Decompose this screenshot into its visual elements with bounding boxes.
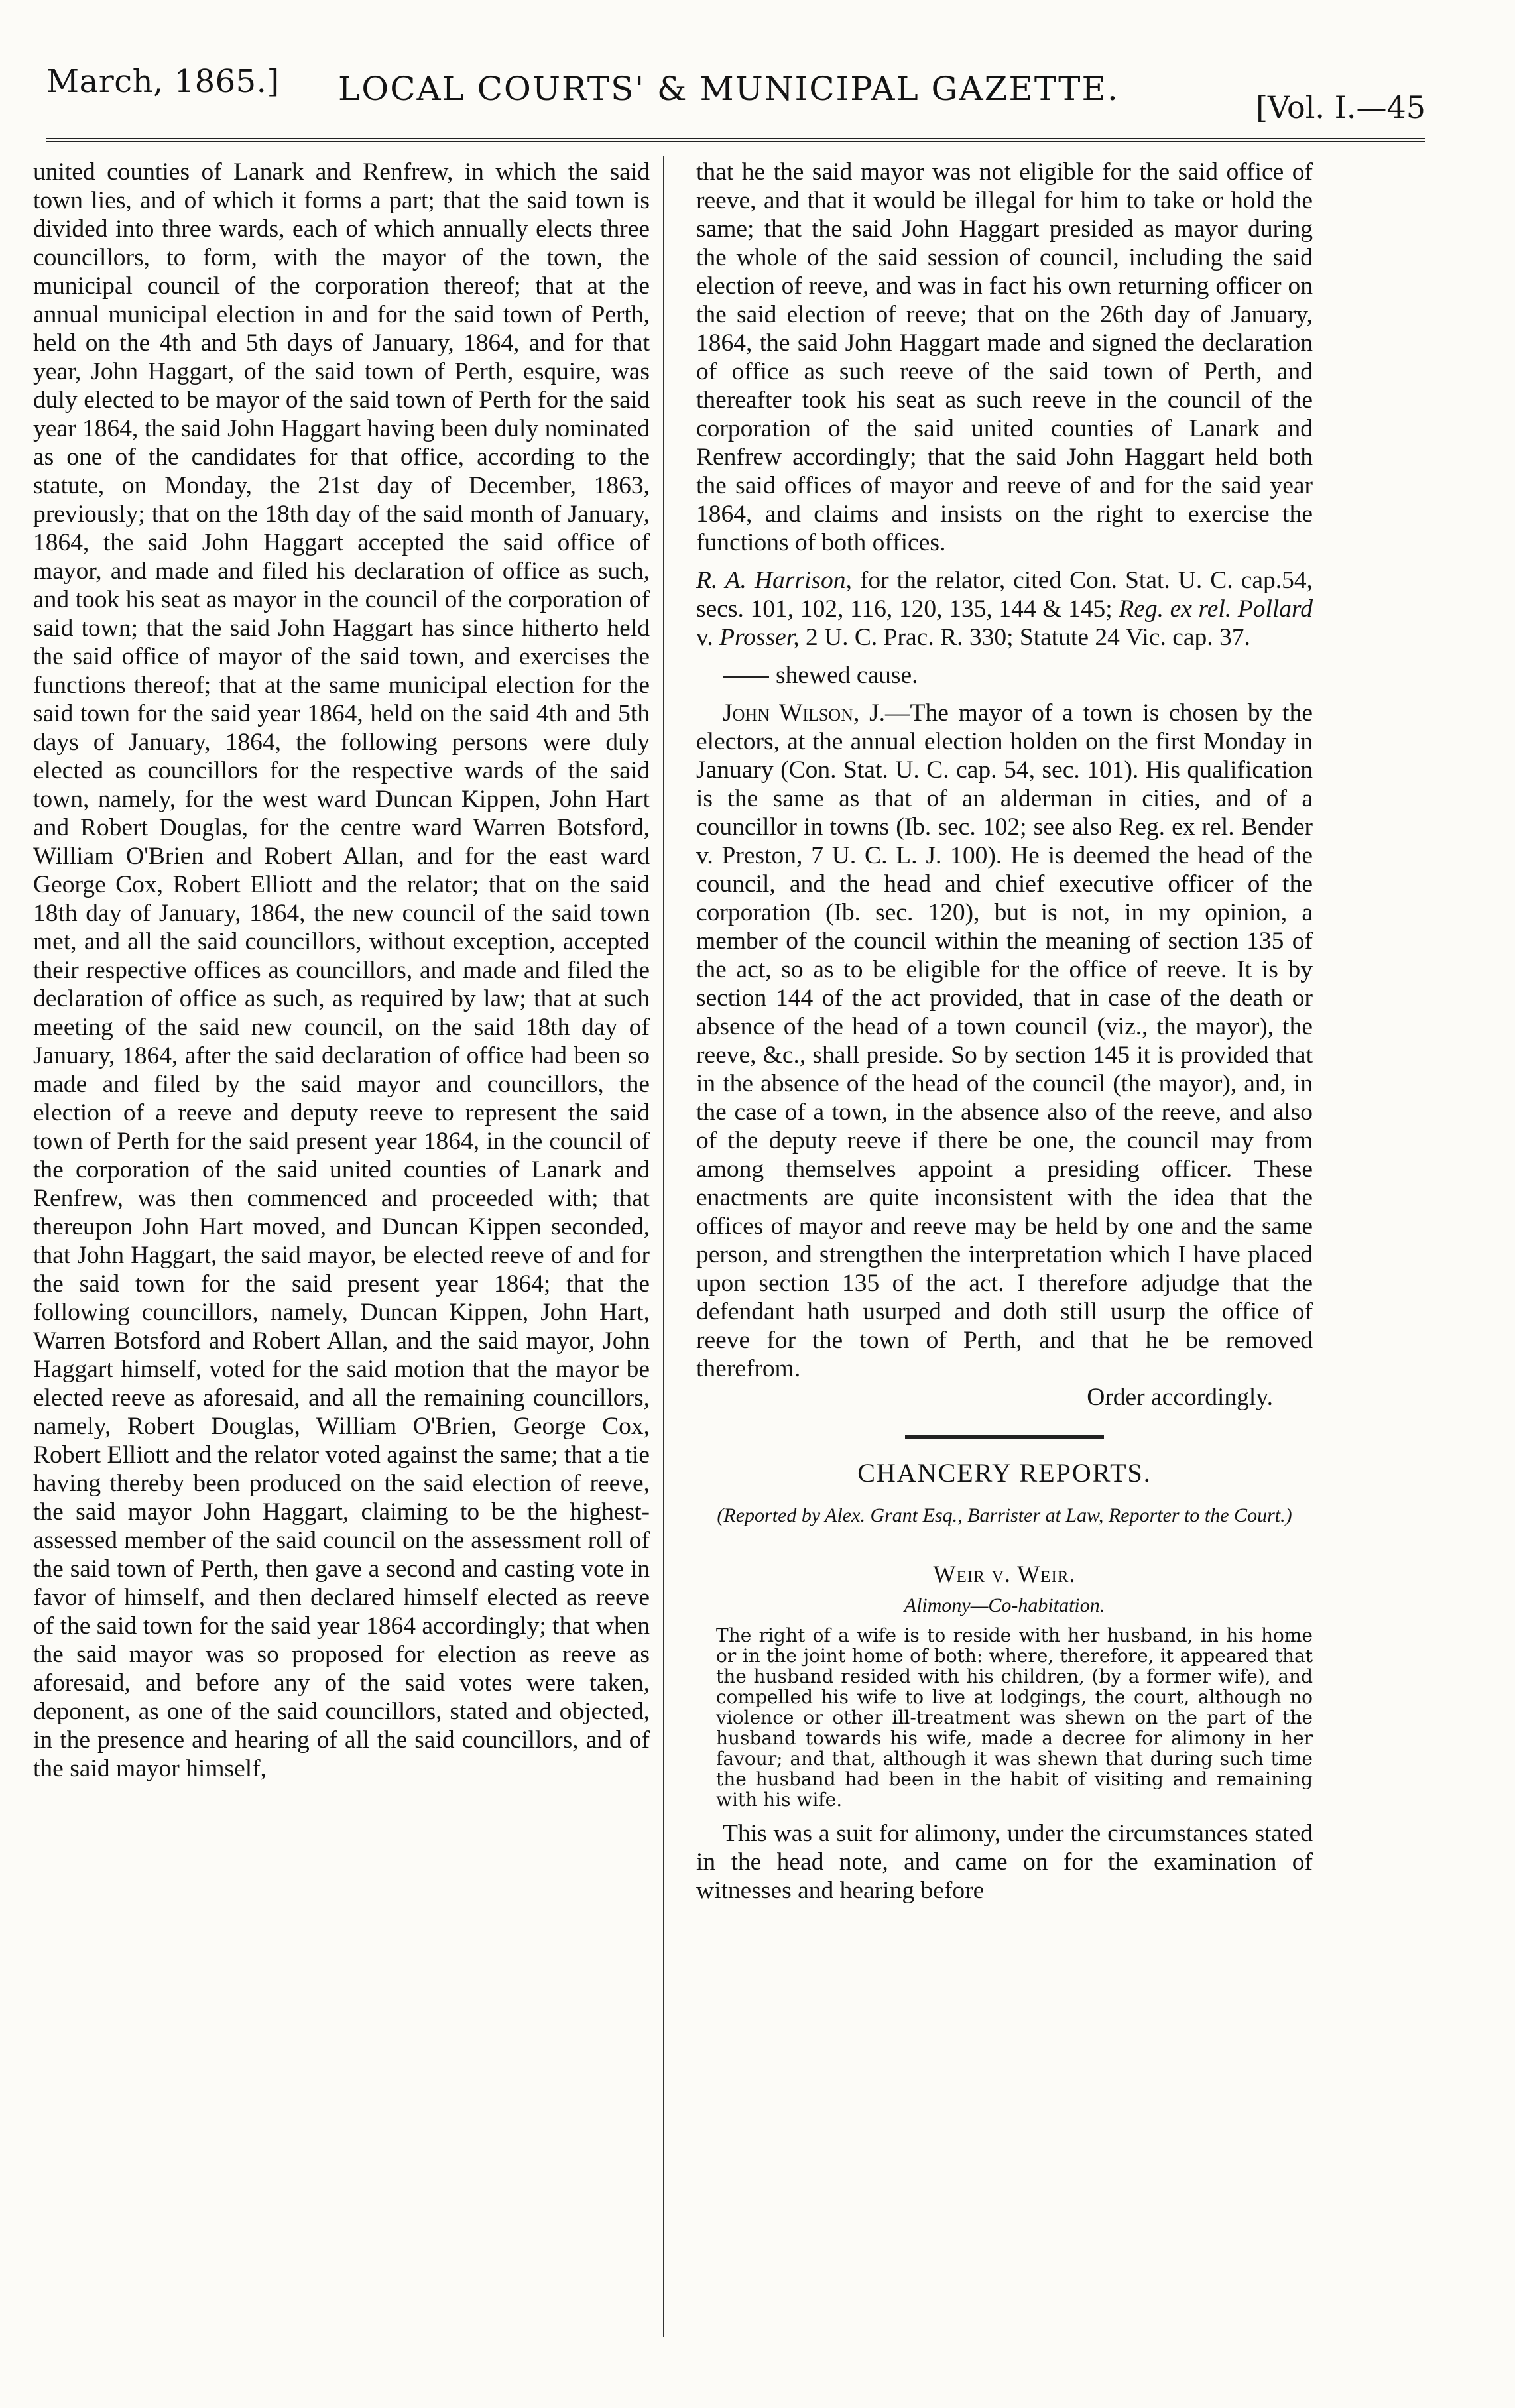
case-name-1: Reg. ex rel. Pollard: [1119, 595, 1313, 623]
column-divider: [663, 156, 664, 2337]
judgment-paragraph: [696, 699, 1313, 1383]
left-column: [33, 158, 650, 2346]
header-volume: [Vol. I.—45: [1256, 90, 1425, 125]
continued-paragraph: that he the said mayor was not eligible for the said office of reeve, and that it would be illegal for him to take or hold the same; that the said John Haggart presided as mayor during the whole of the said session of council, including the said election of reeve, and was in fact his own returning officer on the said election of reeve; that on the 26th day of January, 1864, the said John Haggart made and signed the declaration of office as such reeve of the said town of Perth, and thereafter took his seat as such reeve in the council of the corporation of the said united counties of Lanark and Renfrew accordingly; that the said John Haggart held both the said offices of mayor and reeve of and for the said year 1864, and claims and insists on the right to exercise the functions of both offices.: [696, 158, 1313, 556]
section-rule: [905, 1435, 1104, 1439]
reporter-line: (Reported by Alex. Grant Esq., Barrister at Law, Reporter to the Court.): [717, 1504, 1292, 1526]
case-name-2: Prosser,: [719, 624, 800, 651]
case-title: Weir v. Weir.: [933, 1561, 1076, 1587]
right-column: [696, 158, 1313, 2346]
page-header: [46, 63, 1425, 136]
counsel-name: R. A. Harrison,: [696, 567, 852, 594]
shewed-cause-line: [696, 661, 1313, 690]
case-subtitle: Alimony—Co-habitation.: [904, 1595, 1105, 1616]
headnote: The right of a wife is to reside with her husband, in his home or in the joint home of both: where, therefore, it appeared that the husband resided with his children, (by a former wife), and compelled his wife to live at lodgings, the court, although no violence or other ill-treatment was shewn on the part of the husband towards his wife, made a decree for alimony in her favour; and that, although it was shewn that during such time the husband had been in the habit of visiting and remaining with his wife.: [716, 1624, 1313, 1811]
header-title: LOCAL COURTS' & MUNICIPAL GAZETTE.: [338, 70, 1119, 108]
dash-rule: [723, 676, 769, 678]
header-rule: [46, 138, 1425, 142]
citation-text-3: 2 U. C. Prac. R. 330; Statute 24 Vic. cap. 37.: [799, 624, 1250, 651]
shewed-cause-text: shewed cause.: [776, 662, 918, 689]
citation-text-1: for the relator, cited Con. Stat. U. C. cap.54, secs. 101, 102, 116, 120, 135, 144 & 145;: [696, 567, 1313, 623]
reports-title: CHANCERY REPORTS.: [857, 1458, 1152, 1488]
judge-name: John Wilson, J.: [723, 699, 886, 727]
left-column-text: united counties of Lanark and Renfrew, in which the said town lies, and of which it forms a part; that the said town is divided into three wards, each of which annually elects three councillors, to form, with the mayor of the town, the municipal council of the corporation thereof; that at the annual municipal election in and for the said town of Perth, held on the 4th and 5th days of January, 1864, and for that year, John Haggart, of the said town of Perth, esquire, was duly elected to be mayor of the said town of Perth for the said year 1864, the said John Haggart having been duly nominated as one of the candidates for that office, according to the statute, on Monday, the 21st day of December, 1863, previously; that on the 18th day of the said month of January, 1864, the said John Haggart accepted the said office of mayor, and made and filed his declaration of office as such, and took his seat as mayor in the council of the corporation of said town; that the said John Haggart has since hitherto held the said office of mayor of the said town, and exercises the functions thereof; that at the same municipal election for the said town for the said year 1864, held on the said 4th and 5th days of January, 1864, the following persons were duly elected as councillors for the respective wards of the said town, namely, for the west ward Duncan Kippen, John Hart and Robert Douglas, for the centre ward Warren Botsford, William O'Brien and Robert Allan, and for the east ward George Cox, Robert Elliott and the relator; that on the said 18th day of January, 1864, the new council of the said town met, and all the said councillors, without exception, accepted their respective offices as councillors, and made and filed the declaration of office as such, as required by law; that at such meeting of the said new council, on the said 18th day of January, 1864, after the said declaration of office had been so made and filed by the said mayor and councillors, the election of a reeve and deputy reeve to represent the said town of Perth for the said present year 1864, in the council of the corporation of the said united counties of Lanark and Renfrew, was then commenced and proceeded with; that thereupon John Hart moved, and Duncan Kippen seconded, that John Haggart, the said mayor, be elected reeve of and for the said town for the said present year 1864; that the following councillors, namely, Duncan Kippen, John Hart, Warren Botsford and Robert Allan, and the said mayor, John Haggart himself, voted for the said motion that the mayor be elected reeve as aforesaid, and all the remaining councillors, namely, Robert Douglas, William O'Brien, George Cox, Robert Elliott and the relator voted against the same; that a tie having thereby been produced on the said election of reeve, the said mayor John Haggart, claiming to be the highest-assessed member of the said council on the assessment roll of the said town of Perth, then gave a second and casting vote in favor of himself, and then declared himself elected as reeve of the said town for the said year 1864 accordingly; that when the said mayor was so proposed for election as reeve as aforesaid, and before any of the said votes were taken, deponent, as one of the said councillors, stated and objected, in the presence and hearing of all the said councillors, and of the said mayor himself,: [33, 158, 650, 1782]
citation-paragraph: [696, 566, 1313, 652]
final-paragraph: This was a suit for alimony, under the circumstances stated in the head note, and came on for the examination of witnesses and hearing before: [696, 1820, 1313, 1904]
order-line: Order accordingly.: [1087, 1384, 1273, 1411]
citation-text-2: v.: [696, 624, 720, 651]
header-date: March, 1865.]: [46, 63, 280, 100]
judgment-text: —The mayor of a town is chosen by the electors, at the annual election holden on the first Monday in January (Con. Stat. U. C. cap. 54, sec. 101). His qualification is the same as that of an alderman in cities, and of a councillor in towns (Ib. sec. 102; see also Reg. ex rel. Bender v. Preston, 7 U. C. L. J. 100). He is deemed the head of the council, and the head and chief executive officer of the corporation (Ib. sec. 120), but is not, in my opinion, a member of the council within the meaning of section 135 of the act, so as to be eligible for the office of reeve. It is by section 144 of the act provided, that in case of the death or absence of the head of a town council (viz., the mayor), the reeve, &c., shall preside. So by section 145 it is provided that in the absence of the head of the council (the mayor), and, in the case of a town, in the absence also of the reeve, and also of the deputy reeve if there be one, the council may from among themselves appoint a presiding officer. These enactments are quite inconsistent with the idea that the offices of mayor and reeve may be held by one and the same person, and strengthen the interpretation which I have placed upon section 135 of the act. I therefore adjudge that the defendant hath usurped and doth still usurp the office of reeve for the town of Perth, and that he be removed therefrom.: [696, 699, 1313, 1382]
